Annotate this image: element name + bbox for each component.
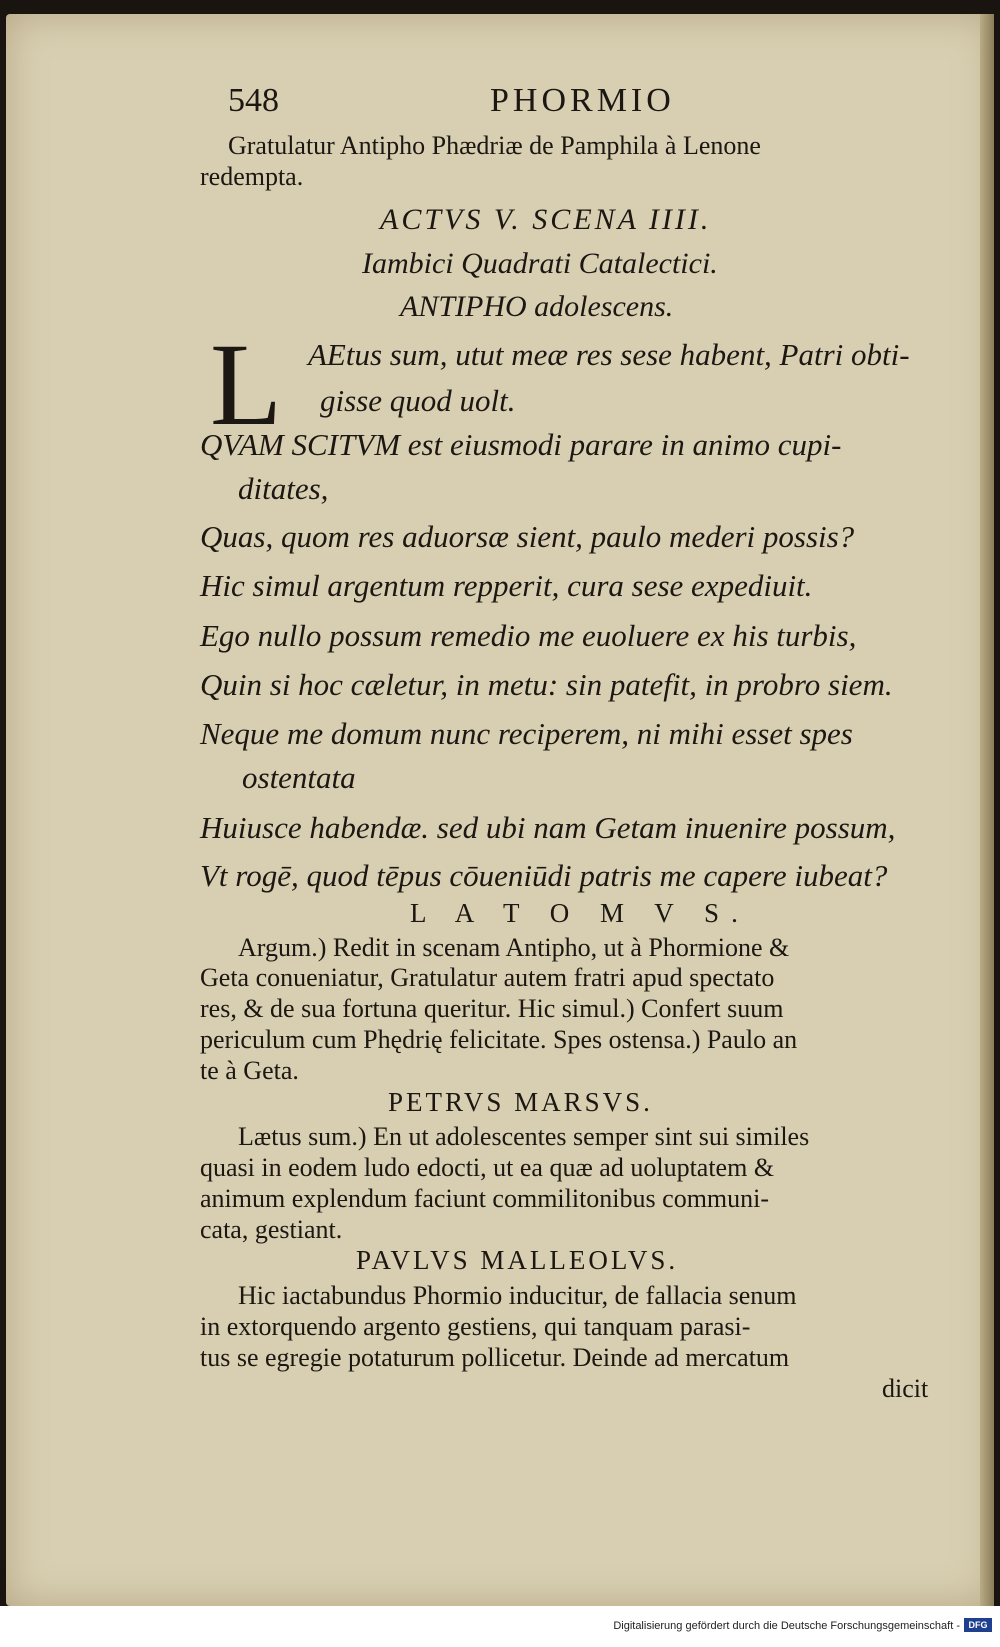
commentary-line: Hic iactabundus Phormio inducitur, de fallacia senum (238, 1281, 797, 1310)
verse-line: AEtus sum, utut meæ res sese habent, Patri obti- (308, 337, 910, 372)
page-number: 548 (228, 82, 279, 119)
scene-speaker: ANTIPHO adolescens. (400, 290, 674, 323)
commentary-line: animum explendum faciunt commilitonibus communi- (200, 1184, 770, 1213)
running-title: PHORMIO (490, 82, 675, 119)
commentary-line: tus se egregie potaturum pollicetur. Deinde ad mercatum (200, 1343, 790, 1372)
digitization-footer (0, 1606, 1000, 1647)
commentary-line: te à Geta. (200, 1056, 299, 1085)
argument-line: Gratulatur Antipho Phædriæ de Pamphila à Lenone (228, 131, 761, 160)
verse-line: Ego nullo possum remedio me euoluere ex his turbis, (200, 618, 857, 653)
funding-credit: Digitalisierung gefördert durch die Deutsche Forschungsgemeinschaft - (613, 1620, 960, 1632)
verse-line: Quas, quom res aduorsæ sient, paulo mederi possis? (200, 519, 855, 554)
verse-line: Huiusce habendæ. sed ubi nam Getam inuenire possum, (200, 810, 896, 845)
drop-capital: L (210, 319, 283, 450)
page-gutter (980, 14, 994, 1606)
scene-meter: Iambici Quadrati Catalectici. (362, 247, 718, 280)
commentary-line: cata, gestiant. (200, 1215, 343, 1244)
catchword: dicit (882, 1374, 929, 1403)
verse-line: Hic simul argentum repperit, cura sese expediuit. (200, 568, 813, 603)
verse-line: ditates, (238, 471, 329, 506)
dfg-logo-icon: DFG (964, 1618, 992, 1632)
commentary-line: in extorquendo argento gestiens, qui tanquam parasi- (200, 1312, 751, 1341)
commentator-marsus: PETRVS MARSVS. (388, 1087, 653, 1117)
commentary-line: periculum cum Phędrię felicitate. Spes ostensa.) Paulo an (200, 1025, 798, 1054)
verse-line: Neque me domum nunc reciperem, ni mihi esset spes (200, 716, 853, 751)
verse-line: ostentata (242, 760, 356, 795)
commentator-latomus: L A T O M V S. (410, 898, 750, 928)
commentary-line: Argum.) Redit in scenam Antipho, ut à Phormione & (238, 933, 790, 962)
commentary-line: quasi in eodem ludo edocti, ut ea quæ ad uoluptatem & (200, 1153, 775, 1182)
scene-heading: ACTVS V. SCENA IIII. (380, 203, 712, 236)
commentary-line: res, & de sua fortuna queritur. Hic simul.) Confert suum (200, 994, 784, 1023)
verse-line: QVAM SCITVM est eiusmodi parare in animo cupi- (200, 427, 842, 462)
verse-line: gisse quod uolt. (320, 383, 516, 418)
commentary-line: Lætus sum.) En ut adolescentes semper sint sui similes (238, 1122, 810, 1151)
commentator-malleolus: PAVLVS MALLEOLVS. (356, 1245, 679, 1275)
verse-line: Vt rogē, quod tēpus cōueniūdi patris me capere iubeat? (200, 858, 888, 893)
argument-line: redempta. (200, 162, 304, 191)
commentary-line: Geta conueniatur, Gratulatur autem fratri apud spectato (200, 963, 775, 992)
verse-line: Quin si hoc cæletur, in metu: sin patefit, in probro siem. (200, 667, 893, 702)
